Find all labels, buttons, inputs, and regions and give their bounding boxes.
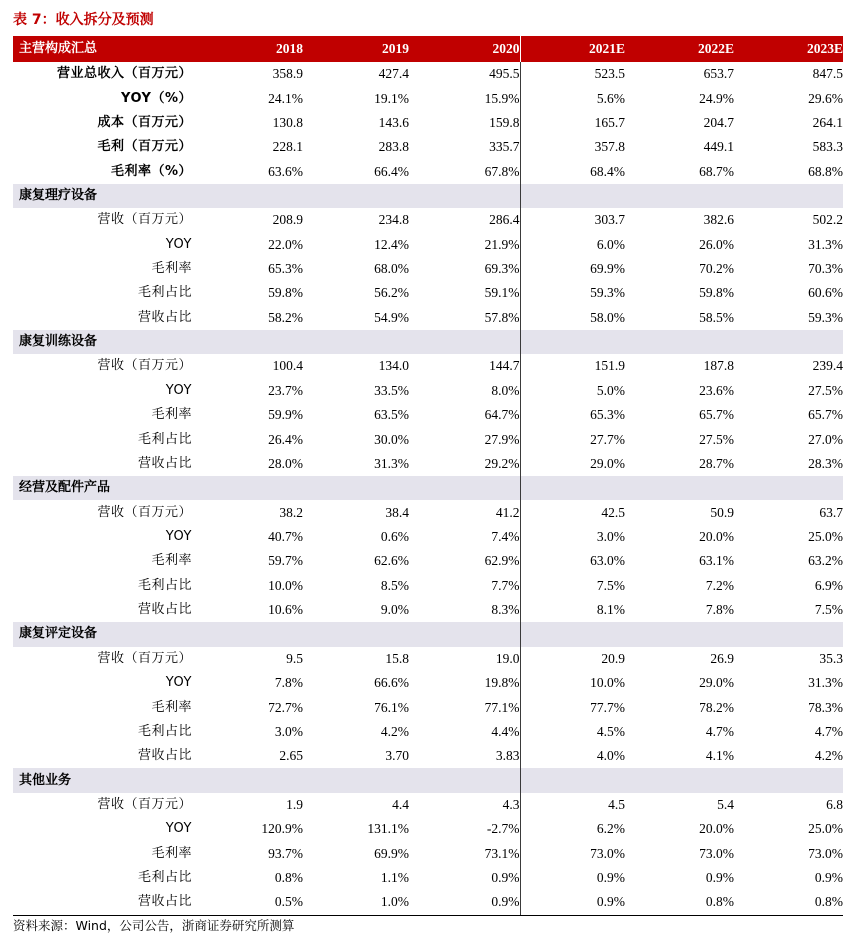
value-cell: 56.2% [374,285,409,301]
segment-header-row [13,184,843,208]
value-cell: 63.0% [520,549,625,573]
value-cell: 54.9% [374,309,409,325]
value-cell: 2.65 [279,748,303,764]
segment-row [13,379,843,403]
year-header: 2019 [303,36,409,62]
segment-blank-cell [205,184,303,208]
value-cell: 653.7 [703,66,734,82]
segment-name: 康复评定设备 [13,622,205,646]
value-cell: 28.0% [268,455,303,471]
value-cell: 58.0% [520,306,625,330]
value-cell: 27.9% [484,431,520,447]
value-cell: 31.3% [808,675,843,691]
value-cell: 10.0% [520,671,625,695]
value-cell: 59.1% [484,285,520,301]
value-cell: 239.4 [812,358,843,374]
row-label: 毛利率 [151,845,192,861]
value-cell: 68.7% [699,163,734,179]
value-cell: 0.9% [705,870,734,886]
value-cell: 73.0% [520,842,625,866]
value-cell: 63.6% [268,163,303,179]
segment-row [13,354,843,378]
segment-blank-cell [409,184,520,208]
value-cell: 77.1% [484,699,520,715]
value-cell: 382.6 [703,212,734,228]
value-cell: 4.5% [520,720,625,744]
value-cell: 27.5% [699,431,734,447]
value-cell: 335.7 [489,139,520,155]
header-label: 主营构成汇总 [13,36,205,62]
value-cell: 9.5 [286,650,303,666]
value-cell: 27.0% [808,431,843,447]
row-label: 营收占比 [13,890,205,915]
value-cell: 6.0% [520,233,625,257]
summary-row [13,135,843,159]
row-label: 毛利占比 [137,723,192,739]
value-cell: 7.2% [705,577,734,593]
value-cell: 0.8% [625,890,734,915]
value-cell: 31.3% [808,236,843,252]
segment-row [13,574,843,598]
value-cell: 29.2% [484,455,520,471]
segment-blank-cell [205,330,303,354]
row-label: 毛利率 [151,553,192,569]
value-cell: 234.8 [378,212,409,228]
row-label: 毛利率 [151,699,192,715]
value-cell: 264.1 [812,114,843,130]
value-cell: 29.0% [520,452,625,476]
value-cell: 38.2 [279,504,303,520]
segment-blank-cell [303,330,409,354]
value-cell: 130.8 [272,114,303,130]
value-cell: 25.0% [808,529,843,544]
value-cell: 1.1% [380,870,409,886]
value-cell: 20.0% [699,529,734,544]
value-cell: 63.1% [699,553,734,569]
value-cell: 4.2% [380,723,409,739]
segment-row [13,549,843,573]
value-cell: 73.0% [699,845,734,861]
value-cell: 3.70 [385,748,409,764]
value-cell: 31.3% [374,455,409,471]
row-label: YOY [165,382,192,398]
value-cell: 4.4% [491,723,520,739]
value-cell: 35.3 [819,650,843,666]
year-header: 2020 [409,36,520,62]
segment-blank-cell [520,184,625,208]
segment-blank-cell [409,330,520,354]
value-cell: 143.6 [378,114,409,130]
segment-blank-cell [625,184,734,208]
segment-row [13,500,843,524]
value-cell: 0.9% [409,890,520,915]
value-cell: 7.7% [491,577,520,593]
segment-blank-cell [205,476,303,500]
segment-blank-cell [303,622,409,646]
value-cell: 69.3% [484,261,520,277]
value-cell: 7.8% [274,675,303,691]
row-label: 营收（百万元） [97,504,192,520]
value-cell: 10.0% [268,577,303,593]
value-cell: 6.8 [826,796,843,812]
value-cell: 63.7 [819,504,843,520]
value-cell: 4.5 [520,793,625,817]
value-cell: 24.1% [268,90,303,106]
segment-row [13,233,843,257]
value-cell: 58.2% [268,309,303,325]
row-label: YOY [165,529,192,544]
segment-blank-cell [520,622,625,646]
value-cell: 495.5 [489,66,520,82]
row-label: 毛利占比 [137,870,192,886]
value-cell: 4.7% [814,723,843,739]
value-cell: 9.0% [380,602,409,618]
value-cell: 3.0% [274,723,303,739]
segment-row [13,403,843,427]
row-label: YOY（%） [121,90,192,106]
header-row [13,36,843,62]
segment-blank-cell [734,330,843,354]
value-cell: 59.3% [808,309,843,325]
value-cell: 69.9% [520,257,625,281]
row-label: 营收（百万元） [97,358,192,374]
row-label: 营收占比 [137,748,192,764]
table-title: 表 7：收入拆分及预测 [13,12,154,28]
value-cell: 0.9% [491,870,520,886]
value-cell: 228.1 [272,139,303,155]
value-cell: 15.8 [385,650,409,666]
value-cell: 15.9% [484,90,520,106]
value-cell: 38.4 [385,504,409,520]
value-cell: 69.9% [374,845,409,861]
segment-row [13,744,843,768]
value-cell: 303.7 [520,208,625,232]
value-cell: 28.7% [699,455,734,471]
value-cell: 93.7% [268,845,303,861]
row-label: 营业总收入（百万元） [56,66,192,82]
value-cell: 449.1 [703,139,734,155]
summary-row [13,111,843,135]
segment-blank-cell [409,622,520,646]
value-cell: 151.9 [520,354,625,378]
value-cell: 187.8 [703,358,734,374]
value-cell: 7.8% [705,602,734,618]
value-cell: 208.9 [272,212,303,228]
value-cell: 204.7 [703,114,734,130]
value-cell: 60.6% [808,285,843,301]
value-cell: 26.0% [699,236,734,252]
value-cell: 10.6% [268,602,303,618]
segment-blank-cell [520,768,625,792]
year-header: 2018 [205,36,303,62]
value-cell: 40.7% [268,529,303,544]
value-cell: 59.8% [268,285,303,301]
segment-blank-cell [303,476,409,500]
value-cell: 20.0% [699,821,734,837]
value-cell: 68.4% [520,159,625,183]
segment-row [13,720,843,744]
value-cell: 358.9 [272,66,303,82]
value-cell: 847.5 [812,66,843,82]
value-cell: 26.4% [268,431,303,447]
value-cell: 427.4 [378,66,409,82]
segment-row [13,257,843,281]
segment-row [13,842,843,866]
segment-blank-cell [734,622,843,646]
summary-row [13,159,843,183]
summary-row [13,86,843,110]
value-cell: 29.0% [699,675,734,691]
value-cell: 23.7% [268,382,303,398]
value-cell: 66.4% [374,163,409,179]
revenue-breakdown-table [13,36,843,916]
value-cell: 5.6% [520,86,625,110]
value-cell: 28.3% [808,455,843,471]
value-cell: 59.7% [268,553,303,569]
value-cell: 8.0% [491,382,520,398]
segment-row [13,427,843,451]
segment-blank-cell [205,622,303,646]
segment-row [13,793,843,817]
value-cell: 50.9 [710,504,734,520]
value-cell: 12.4% [374,236,409,252]
year-header: 2022E [625,36,734,62]
row-label: 成本（百万元） [97,114,192,130]
value-cell: 59.3% [520,281,625,305]
value-cell: 165.7 [520,111,625,135]
value-cell: 283.8 [378,139,409,155]
value-cell: 63.2% [808,553,843,569]
value-cell: 8.5% [380,577,409,593]
segment-blank-cell [409,768,520,792]
value-cell: -2.7% [486,821,520,837]
value-cell: 29.6% [808,90,843,106]
value-cell: 76.1% [374,699,409,715]
segment-row [13,647,843,671]
row-label: 毛利占比 [137,577,192,593]
value-cell: 65.3% [268,261,303,277]
value-cell: 72.7% [268,699,303,715]
value-cell: 63.5% [374,407,409,423]
value-cell: 41.2 [495,504,520,520]
row-label: YOY [165,821,192,837]
value-cell: 67.8% [484,163,520,179]
value-cell: 23.6% [699,382,734,398]
value-cell: 7.5% [520,574,625,598]
segment-row [13,525,843,549]
segment-blank-cell [625,330,734,354]
value-cell: 0.5% [205,890,303,915]
segment-blank-cell [520,476,625,500]
row-label: 营收占比 [137,455,192,471]
value-cell: 21.9% [484,236,520,252]
value-cell: 7.5% [814,602,843,618]
value-cell: 27.5% [808,382,843,398]
value-cell: 0.9% [520,866,625,890]
value-cell: 5.4 [717,796,734,812]
segment-blank-cell [303,184,409,208]
segment-name: 康复训练设备 [13,330,205,354]
segment-row [13,598,843,622]
value-cell: 159.8 [489,114,520,130]
year-header: 2023E [734,36,843,62]
segment-blank-cell [734,184,843,208]
value-cell: 4.0% [520,744,625,768]
table-body [13,36,843,915]
row-label: YOY [165,236,192,252]
value-cell: 100.4 [272,358,303,374]
segment-row [13,671,843,695]
value-cell: 65.3% [520,403,625,427]
value-cell: 144.7 [489,358,520,374]
value-cell: 6.2% [520,817,625,841]
segment-row [13,281,843,305]
summary-row [13,62,843,86]
value-cell: 70.2% [699,261,734,277]
segment-blank-cell [734,476,843,500]
value-cell: 70.3% [808,261,843,277]
segment-blank-cell [303,768,409,792]
row-label: 毛利率 [151,261,192,277]
value-cell: 24.9% [699,90,734,106]
segment-name: 其他业务 [13,768,205,792]
segment-header-row [13,330,843,354]
value-cell: 58.5% [699,309,734,325]
value-cell: 1.9 [286,796,303,812]
row-label: YOY [165,675,192,691]
value-cell: 64.7% [484,407,520,423]
year-header: 2021E [520,36,625,62]
row-label: 毛利占比 [137,285,192,301]
value-cell: 120.9% [261,821,303,837]
value-cell: 73.1% [484,845,520,861]
value-cell: 0.8% [274,870,303,886]
value-cell: 78.3% [808,699,843,715]
segment-blank-cell [205,768,303,792]
value-cell: 62.6% [374,553,409,569]
value-cell: 8.3% [491,602,520,618]
value-cell: 25.0% [808,821,843,837]
row-label: 营收（百万元） [97,650,192,666]
value-cell: 20.9 [520,647,625,671]
row-label: 营收占比 [137,602,192,618]
value-cell: 78.2% [699,699,734,715]
value-cell: 5.0% [520,379,625,403]
segment-header-row [13,768,843,792]
value-cell: 62.9% [484,553,520,569]
value-cell: 42.5 [520,500,625,524]
value-cell: 19.0 [495,650,520,666]
value-cell: 3.83 [495,748,520,764]
value-cell: 65.7% [808,407,843,423]
value-cell: 131.1% [367,821,409,837]
segment-blank-cell [409,476,520,500]
value-cell: 4.2% [814,748,843,764]
value-cell: 68.8% [808,163,843,179]
row-label: 毛利率（%） [110,163,192,179]
value-cell: 4.3 [502,796,520,812]
value-cell: 33.5% [374,382,409,398]
row-label: 毛利占比 [137,431,192,447]
value-cell: 502.2 [812,212,843,228]
row-label: 毛利（百万元） [97,139,192,155]
segment-row [13,208,843,232]
value-cell: 22.0% [268,236,303,252]
source-note: 资料来源：Wind，公司公告，浙商证券研究所测算 [13,918,295,933]
value-cell: 19.8% [484,675,520,691]
value-cell: 3.0% [520,525,625,549]
value-cell: 59.8% [699,285,734,301]
segment-name: 经营及配件产品 [13,476,205,500]
value-cell: 27.7% [520,427,625,451]
value-cell: 68.0% [374,261,409,277]
value-cell: 7.4% [491,529,520,544]
value-cell: 66.6% [374,675,409,691]
segment-header-row [13,476,843,500]
value-cell: 4.4 [392,796,409,812]
segment-blank-cell [625,476,734,500]
value-cell: 6.9% [814,577,843,593]
value-cell: 134.0 [378,358,409,374]
segment-row [13,817,843,841]
value-cell: 4.7% [705,723,734,739]
value-cell: 26.9 [710,650,734,666]
value-cell: 0.8% [734,890,843,915]
value-cell: 30.0% [374,431,409,447]
value-cell: 8.1% [520,598,625,622]
segment-row [13,306,843,330]
value-cell: 1.0% [303,890,409,915]
value-cell: 0.6% [380,529,409,544]
row-label: 营收（百万元） [97,212,192,228]
segment-row [13,695,843,719]
segment-blank-cell [625,768,734,792]
row-label: 营收占比 [137,309,192,325]
segment-name: 康复理疗设备 [13,184,205,208]
segment-row [13,452,843,476]
value-cell: 523.5 [520,62,625,86]
segment-row [13,866,843,890]
value-cell: 77.7% [520,695,625,719]
value-cell: 357.8 [520,135,625,159]
row-label: 营收（百万元） [97,796,192,812]
segment-blank-cell [734,768,843,792]
value-cell: 583.3 [812,139,843,155]
segment-blank-cell [520,330,625,354]
value-cell: 73.0% [808,845,843,861]
segment-row [13,890,843,915]
value-cell: 0.9% [520,890,625,915]
value-cell: 0.9% [814,870,843,886]
segment-header-row [13,622,843,646]
value-cell: 4.1% [705,748,734,764]
value-cell: 19.1% [374,90,409,106]
value-cell: 65.7% [699,407,734,423]
segment-blank-cell [625,622,734,646]
row-label: 毛利率 [151,407,192,423]
value-cell: 286.4 [489,212,520,228]
value-cell: 59.9% [268,407,303,423]
value-cell: 57.8% [484,309,520,325]
